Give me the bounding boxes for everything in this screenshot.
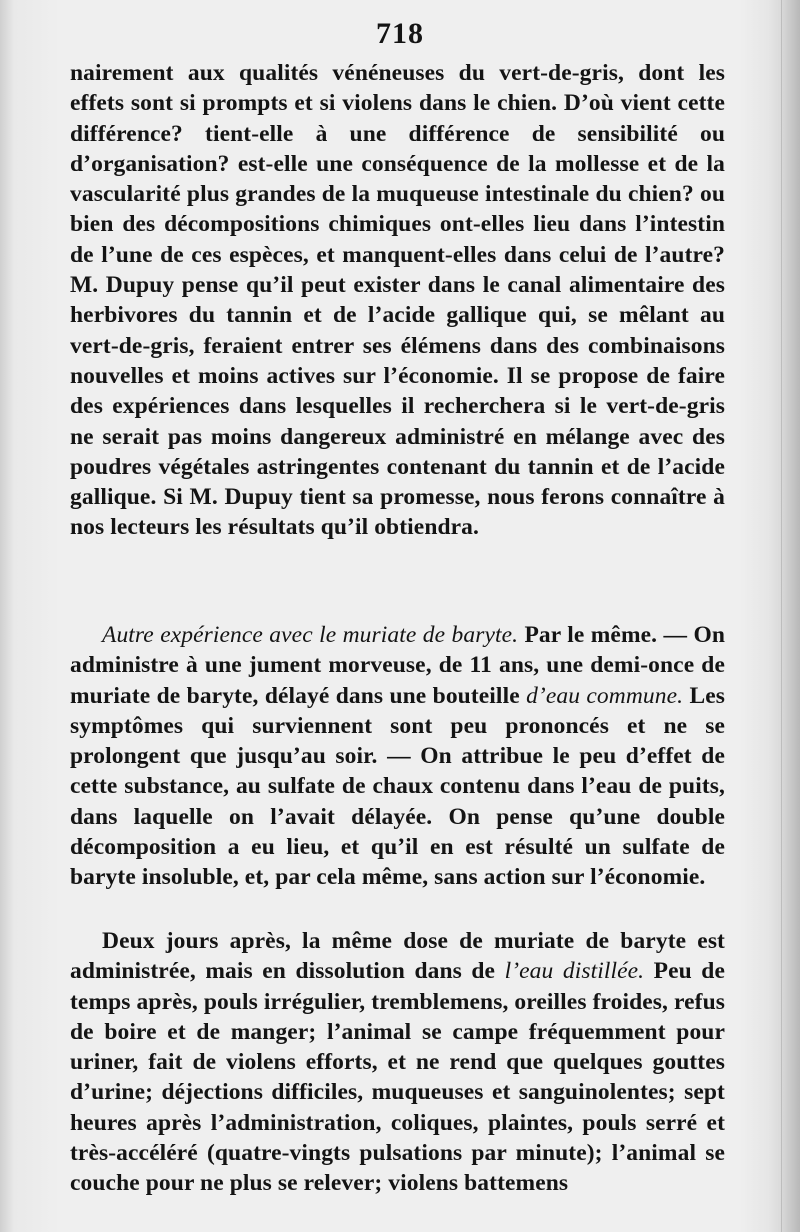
paragraph-3-italic: l’eau distillée. — [504, 958, 645, 985]
paragraph-1-text: nairement aux qualités vénéneuses du vert-de-gris, dont les effets sont si prompts et si violens dans le chien. D’où vient cette différence? tient-elle à une différence de sensibilité ou d’organisation? est-elle une conséquence de la mollesse et de la vascularité plus grandes de la muqueuse intestinale du chien? ou bien des décompositions chimiques ont-elles lieu dans l’intestin de l’une de ces espèces, et manquent-elles dans celui de l’autre? M. Dupuy pense qu’il peut exister dans le canal alimentaire des herbivores du tannin et de l’acide gallique qui, se mêlant au vert-de-gris, feraient entrer ses élémens dans des combinaisons nouvelles et moins actives sur l’économie. Il se propose de faire des expériences dans lesquelles il recherchera si le vert-de-gris ne serait pas moins dangereux administré en mélange avec des poudres végétales astringentes contenant du tannin et de l’acide gallique. Si M. Dupuy tient sa promesse, nous ferons connaître à nos lecteurs les résultats qu’il obtiendra. — [70, 60, 725, 541]
paragraph-3 — [70, 926, 725, 1199]
paragraph-2-title: Autre expérience avec le muriate de baryte. — [102, 622, 519, 648]
page-number: 718 — [376, 17, 424, 50]
paragraph-2-italic: d’eau commune. — [526, 682, 684, 709]
paragraph-2-part-c: Les symptômes qui surviennent sont peu prononcés et ne se prolongent que jusqu’au soir. — On attribue le peu d’effet de cette substance, au sulfate de chaux contenu dans l’eau de puits, dans laquelle on l’avait délayée. On pense qu’une double décomposition a eu lieu, et qu’il en est résulté un sulfate de baryte insoluble, et, par cela même, sans action sur l’économie. — [70, 682, 726, 891]
paragraph-1 — [70, 58, 725, 543]
paragraph-3-part-c: Peu de temps après, pouls irrégulier, tremblemens, oreilles froides, refus de boire et de manger; l’animal se campe fréquemment pour uriner, fait de violens efforts, et ne rend que quelques gouttes d’urine; déjections difficiles, muqueuses et sanguinolentes; sept heures après l’administration, coliques, plaintes, pouls serré et très-accéléré (quatre-vingts pulsations par minute); l’animal se couche pour ne plus se relever; violens battemens — [70, 958, 725, 1197]
paragraph-3-text — [70, 926, 725, 1199]
paragraph-2 — [70, 620, 725, 893]
paragraph-2-text — [70, 620, 725, 893]
paragraph-2-part-a: Par le même. — On administre à une jument morveuse, de 11 ans, une demi-once de muriate de baryte, délayé dans une bouteille — [70, 622, 726, 709]
page-edge — [781, 0, 800, 1232]
paragraph-3-part-a: Deux jours après, la même dose de muriate de baryte est administrée, mais en dissolution dans de — [70, 928, 725, 985]
